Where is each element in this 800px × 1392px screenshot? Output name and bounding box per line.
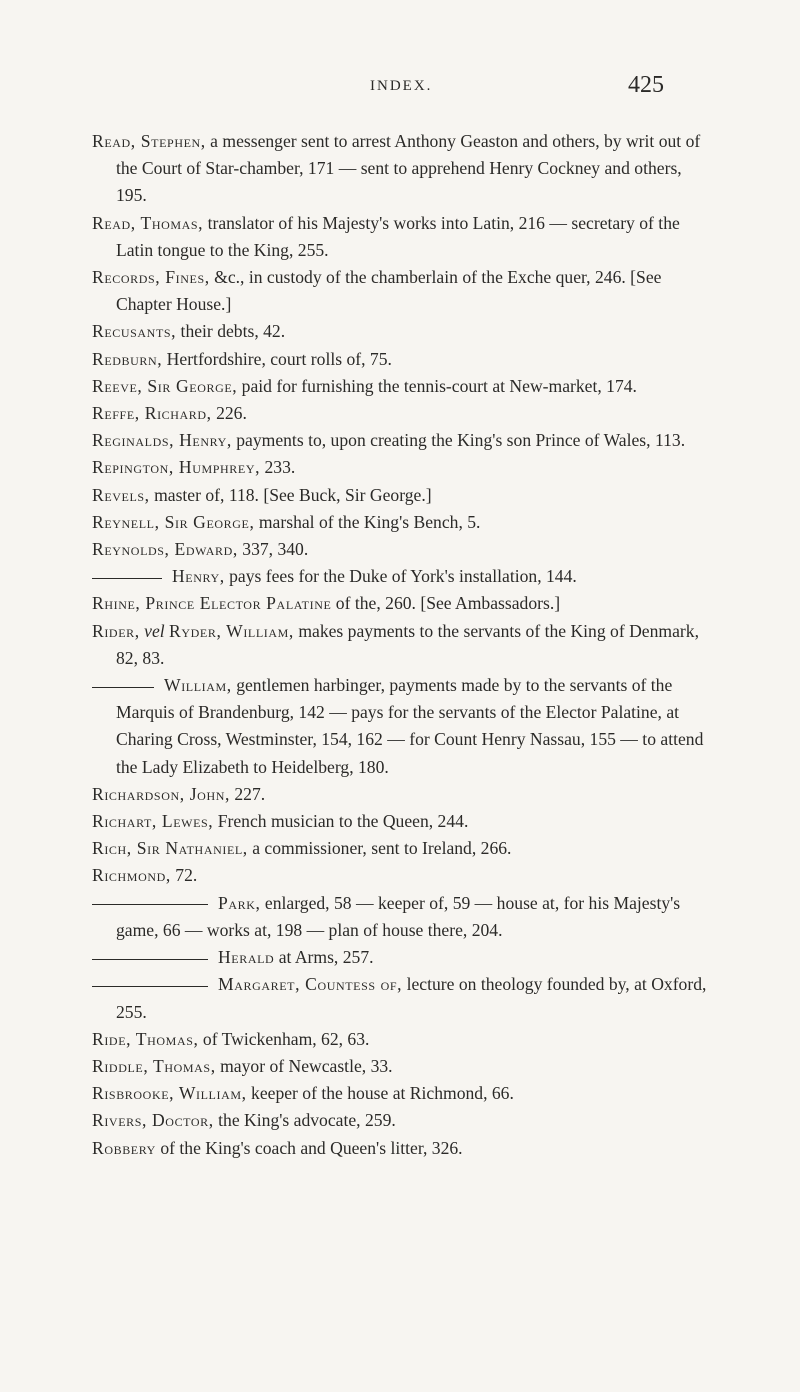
entry-heading: Recusants,	[92, 321, 177, 342]
entry-heading: Reginalds, Henry,	[92, 430, 232, 451]
ditto-rule	[92, 959, 208, 960]
index-entry	[92, 373, 712, 400]
index-entry	[92, 618, 712, 672]
entry-heading: Revels,	[92, 484, 150, 505]
entry-text: 227.	[229, 783, 266, 804]
index-entry	[92, 1080, 712, 1107]
entry-heading: Redburn,	[92, 348, 163, 369]
index-entry	[92, 1135, 712, 1162]
entry-text: of the, 260. [See Ambassadors.]	[331, 593, 561, 614]
index-entries	[92, 128, 712, 1162]
index-subentry	[92, 890, 712, 944]
entry-heading: Read, Stephen,	[92, 131, 206, 151]
entry-heading: Reynolds, Edward,	[92, 539, 238, 560]
entry-text: payments to, upon creating the King's son Prince of Wales, 113.	[231, 430, 686, 451]
entry-heading: Riddle, Thomas,	[92, 1055, 216, 1076]
entry-heading: Ride, Thomas,	[92, 1028, 199, 1049]
index-entry	[92, 808, 712, 835]
entry-heading-alt: Ryder, William,	[169, 620, 294, 641]
entry-text: mayor of Newcastle, 33.	[215, 1055, 393, 1076]
index-entry	[92, 346, 712, 373]
entry-heading: Reffe, Richard,	[92, 403, 212, 424]
entry-text: a commissioner, sent to Ireland, 266.	[247, 838, 512, 859]
index-subentry	[92, 944, 712, 971]
entry-heading: Richart, Lewes,	[92, 811, 214, 832]
entry-text: of the King's coach and Queen's litter, 326.	[155, 1137, 463, 1158]
index-entry	[92, 318, 712, 345]
index-subentry	[92, 563, 712, 590]
index-entry	[92, 128, 712, 210]
index-entry	[92, 590, 712, 617]
index-entry	[92, 862, 712, 889]
entry-text: 226.	[211, 403, 247, 424]
index-entry	[92, 835, 712, 862]
entry-text: &c., in custody of the chamberlain of the Exche quer, 246. [See Chapter House.]	[116, 267, 662, 315]
entry-heading: Repington, Humphrey,	[92, 457, 261, 478]
entry-heading: Richardson, John,	[92, 783, 230, 804]
entry-text: their debts, 42.	[176, 321, 286, 342]
entry-heading: Rhine, Prince Elector Palatine	[92, 593, 332, 614]
entry-heading: Robbery	[92, 1137, 156, 1158]
index-entry	[92, 536, 712, 563]
entry-heading: Records, Fines,	[92, 267, 210, 288]
ditto-rule	[92, 687, 154, 688]
index-entry	[92, 1026, 712, 1053]
index-entry	[92, 454, 712, 481]
entry-heading: Margaret, Countess of,	[218, 974, 403, 995]
entry-text: marshal of the King's Bench, 5.	[254, 511, 481, 532]
entry-text: translator of his Majesty's works into Latin, 216 — secretary of the Latin tongue to the King, 255.	[116, 212, 680, 260]
entry-text: a messenger sent to arrest Anthony Geaston and others, by writ out of the Court of Star-chamber, 171 — sent to apprehend Henry Cockney and others, 195.	[116, 131, 701, 206]
entry-heading: Rivers, Doctor,	[92, 1110, 214, 1131]
entry-heading: Rider,	[92, 620, 140, 641]
index-entry	[92, 210, 712, 264]
index-subentry	[92, 971, 712, 1025]
index-entry	[92, 1107, 712, 1134]
entry-text: pays fees for the Duke of York's installation, 144.	[224, 566, 577, 587]
page-header	[0, 72, 800, 118]
entry-heading: Herald	[218, 947, 275, 968]
index-entry	[92, 509, 712, 536]
entry-text: keeper of the house at Richmond, 66.	[246, 1083, 514, 1104]
ditto-rule	[92, 578, 162, 579]
index-subentry	[92, 672, 712, 781]
index-entry	[92, 264, 712, 318]
entry-text: paid for furnishing the tennis-court at New-market, 174.	[237, 375, 637, 396]
entry-text: 233.	[260, 457, 296, 478]
entry-heading: Richmond,	[92, 865, 171, 886]
page-number: 425	[628, 72, 664, 98]
index-entry	[92, 427, 712, 454]
entry-heading: William,	[164, 675, 232, 696]
entry-text: Hertfordshire, court rolls of, 75.	[162, 348, 392, 369]
entry-heading: Read, Thomas,	[92, 212, 204, 233]
index-entry	[92, 1053, 712, 1080]
entry-heading: Rich, Sir Nathaniel,	[92, 838, 248, 859]
index-entry	[92, 781, 712, 808]
running-head: INDEX.	[370, 78, 433, 94]
entry-heading: Park,	[218, 892, 261, 913]
ditto-rule	[92, 986, 208, 987]
entry-text: French musician to the Queen, 244.	[213, 811, 469, 832]
index-entry	[92, 482, 712, 509]
entry-heading: Henry,	[172, 566, 225, 587]
entry-heading: Reeve, Sir George,	[92, 375, 238, 396]
entry-text: makes payments to the servants of the King of Denmark, 82, 83.	[116, 620, 699, 668]
entry-text: at Arms, 257.	[274, 947, 374, 968]
ditto-rule	[92, 904, 208, 905]
entry-heading: Reynell, Sir George,	[92, 511, 255, 532]
entry-text: the King's advocate, 259.	[213, 1110, 396, 1131]
entry-text: gentlemen harbinger, payments made by to the servants of the Marquis of Brandenburg, 142 — pays for the servants of the Elector Palatine, at Charing Cross, Westminster, 154, 162 — for Count Henry Nassau, 155 — to attend the Lady Elizabeth to Heidelberg, 180.	[116, 675, 704, 777]
entry-heading: Risbrooke, William,	[92, 1083, 247, 1104]
entry-text: master of, 118. [See Buck, Sir George.]	[149, 484, 432, 505]
entry-text: 337, 340.	[237, 539, 309, 560]
entry-text: 72.	[170, 865, 198, 886]
entry-latin-word: vel	[139, 620, 170, 641]
entry-text: lecture on theology founded by, at Oxford, 255.	[116, 974, 707, 1022]
entry-text: of Twickenham, 62, 63.	[198, 1028, 370, 1049]
index-entry	[92, 400, 712, 427]
entry-text: enlarged, 58 — keeper of, 59 — house at, for his Majesty's game, 66 — works at, 198 — plan of house there, 204.	[116, 892, 681, 940]
